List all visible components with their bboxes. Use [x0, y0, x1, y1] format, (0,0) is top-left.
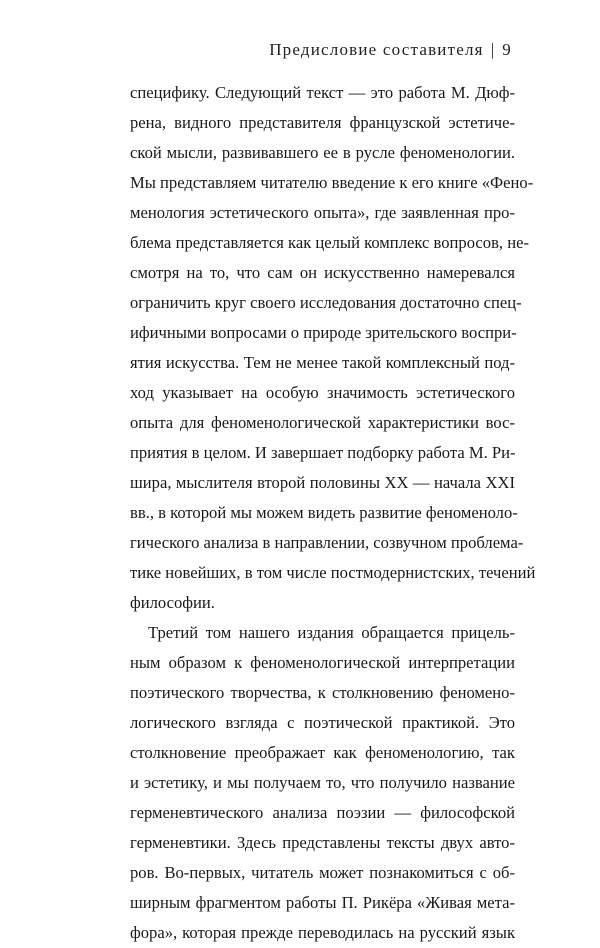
- text-line: ным образом к феноменологической интерпретации: [130, 653, 515, 672]
- text-line: ограничить круг своего исследования достаточно спец-: [130, 293, 522, 312]
- text-line: герменевтического анализа поэзии — философской: [130, 803, 515, 822]
- text-line: приятия в целом. И завершает подборку работа М. Ри-: [130, 443, 516, 462]
- paragraph-2: [130, 618, 515, 948]
- text-line: философии.: [130, 593, 215, 612]
- text-line: поэтического творчества, к столкновению феномено-: [130, 683, 515, 702]
- page-number: 9: [502, 40, 512, 59]
- text-line: ской мысли, развивавшего ее в русле феноменологии.: [130, 143, 515, 162]
- running-head: [269, 40, 512, 60]
- text-line: смотря на то, что сам он искусственно намеревался: [130, 263, 515, 282]
- text-line: блема представляется как целый комплекс вопросов, не-: [130, 233, 529, 252]
- text-line: Третий том нашего издания обращается прицель-: [148, 623, 515, 642]
- text-line: гического анализа в направлении, созвучном проблема-: [130, 533, 524, 552]
- text-line: шира, мыслителя второй половины XX — начала XXI: [130, 473, 515, 492]
- text-line: специфику. Следующий текст — это работа М. Дюф-: [130, 83, 515, 102]
- text-line: фора», которая прежде переводилась на русский язык: [130, 923, 515, 942]
- text-line: и эстетику, и мы получаем то, что получило название: [130, 773, 515, 792]
- text-line: герменевтики. Здесь представлены тексты двух авто-: [130, 833, 515, 852]
- text-line: менология эстетического опыта», где заявленная про-: [130, 203, 515, 222]
- text-line: опыта для феноменологической характеристики вос-: [130, 413, 515, 432]
- text-line: ширным фрагментом работы П. Рикёра «Живая мета-: [130, 893, 515, 912]
- text-line: тике новейших, в том числе постмодернистских, течений: [130, 563, 536, 582]
- body-text: [130, 78, 536, 948]
- text-line: столкновение преображает как феноменологию, так: [130, 743, 515, 762]
- text-line: рена, видного представителя французской эстетиче-: [130, 113, 515, 132]
- text-line: ятия искусства. Тем не менее такой комплексный под-: [130, 353, 515, 372]
- header-separator: |: [490, 40, 496, 59]
- paragraph-1: [130, 78, 536, 618]
- text-line: ход указывает на особую значимость эстетического: [130, 383, 515, 402]
- text-line: логического взгляда с поэтической практикой. Это: [130, 713, 515, 732]
- text-line: ифичными вопросами о природе зрительского воспри-: [130, 323, 517, 342]
- text-line: Мы представляем читателю введение к его книге «Фено-: [130, 173, 534, 192]
- section-title: Предисловие составителя: [269, 40, 484, 59]
- text-line: вв., в которой мы можем видеть развитие феноменоло-: [130, 503, 518, 522]
- text-line: ров. Во-первых, читатель может познакомиться с об-: [130, 863, 515, 882]
